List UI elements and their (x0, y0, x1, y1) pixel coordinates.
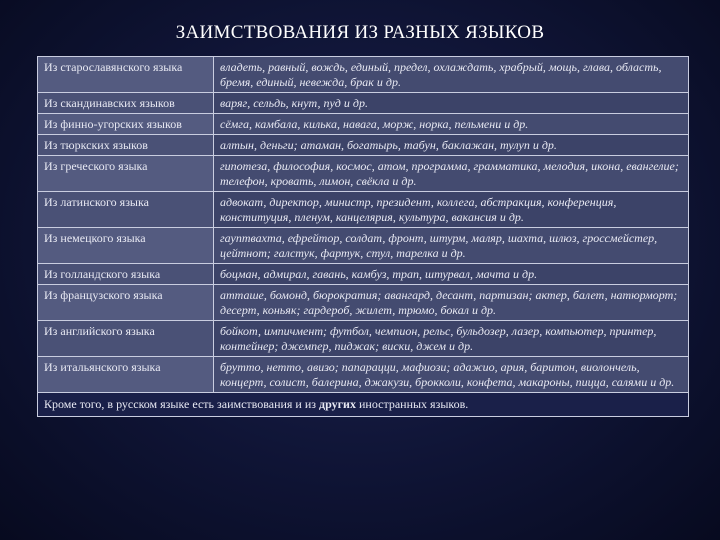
words-cell: варяг, сельдь, кнут, пуд и др. (214, 93, 689, 114)
table-row (38, 285, 689, 321)
language-cell: Из тюркских языков (38, 135, 214, 156)
table-row (38, 357, 689, 393)
words-cell: алтын, деньги; атаман, богатырь, табун, баклажан, тулуп и др. (214, 135, 689, 156)
table-row (38, 93, 689, 114)
language-cell: Из финно-угорских языков (38, 114, 214, 135)
words-cell: атташе, бомонд, бюрократия; авангард, десант, партизан; актер, балет, натюрморт; десерт, коньяк; гардероб, жилет, трюмо, бокал и др. (214, 285, 689, 321)
footer-text-after: иностранных языков. (355, 397, 469, 411)
slide-title: ЗАИМСТВОВАНИЯ ИЗ РАЗНЫХ ЯЗЫКОВ (175, 22, 545, 43)
words-cell: гауптвахта, ефрейтор, солдат, фронт, штурм, маляр, шахта, шлюз, гроссмейстер, цейтнот; галстук, фартук, стул, тарелка и др. (214, 228, 689, 264)
words-cell: боцман, адмирал, гавань, камбуз, трап, штурвал, мачта и др. (214, 264, 689, 285)
table-body (38, 57, 689, 417)
table-row (38, 228, 689, 264)
table-row (38, 156, 689, 192)
language-cell: Из латинского языка (38, 192, 214, 228)
language-cell: Из французского языка (38, 285, 214, 321)
words-cell: сёмга, камбала, килька, навага, морж, норка, пельмени и др. (214, 114, 689, 135)
words-cell: гипотеза, философия, космос, атом, программа, грамматика, мелодия, икона, евангелие; телефон, кровать, лимон, свёкла и др. (214, 156, 689, 192)
words-cell: бойкот, импичмент; футбол, чемпион, рельс, бульдозер, лазер, компьютер, принтер, контейнер; джемпер, пиджак; виски, джем и др. (214, 321, 689, 357)
language-cell: Из греческого языка (38, 156, 214, 192)
borrowings-table (37, 56, 689, 417)
words-cell: адвокат, директор, министр, президент, коллега, абстракция, конференция, конституция, пленум, канцелярия, культура, вакансия и др. (214, 192, 689, 228)
table-row (38, 57, 689, 93)
footer-row (38, 393, 689, 417)
table-row (38, 192, 689, 228)
footer-text-bold: других (319, 397, 356, 411)
table-row (38, 135, 689, 156)
footer-text-before: Кроме того, в русском языке есть заимствования и из (44, 397, 320, 411)
language-cell: Из итальянского языка (38, 357, 214, 393)
words-cell: брутто, нетто, авизо; папарацци, мафиози; адажио, ария, баритон, виолончель, концерт, солист, балерина, джакузи, брокколи, конфета, макароны, пицца, салями и др. (214, 357, 689, 393)
table-row (38, 321, 689, 357)
language-cell: Из старославянского языка (38, 57, 214, 93)
language-cell: Из скандинавских языков (38, 93, 214, 114)
language-cell: Из английского языка (38, 321, 214, 357)
table-row (38, 264, 689, 285)
words-cell: владеть, равный, вождь, единый, предел, охлаждать, храбрый, мощь, глава, область, бремя, единый, невежда, брак и др. (214, 57, 689, 93)
table-row (38, 114, 689, 135)
language-cell: Из немецкого языка (38, 228, 214, 264)
footer-note (38, 393, 689, 417)
language-cell: Из голландского языка (38, 264, 214, 285)
